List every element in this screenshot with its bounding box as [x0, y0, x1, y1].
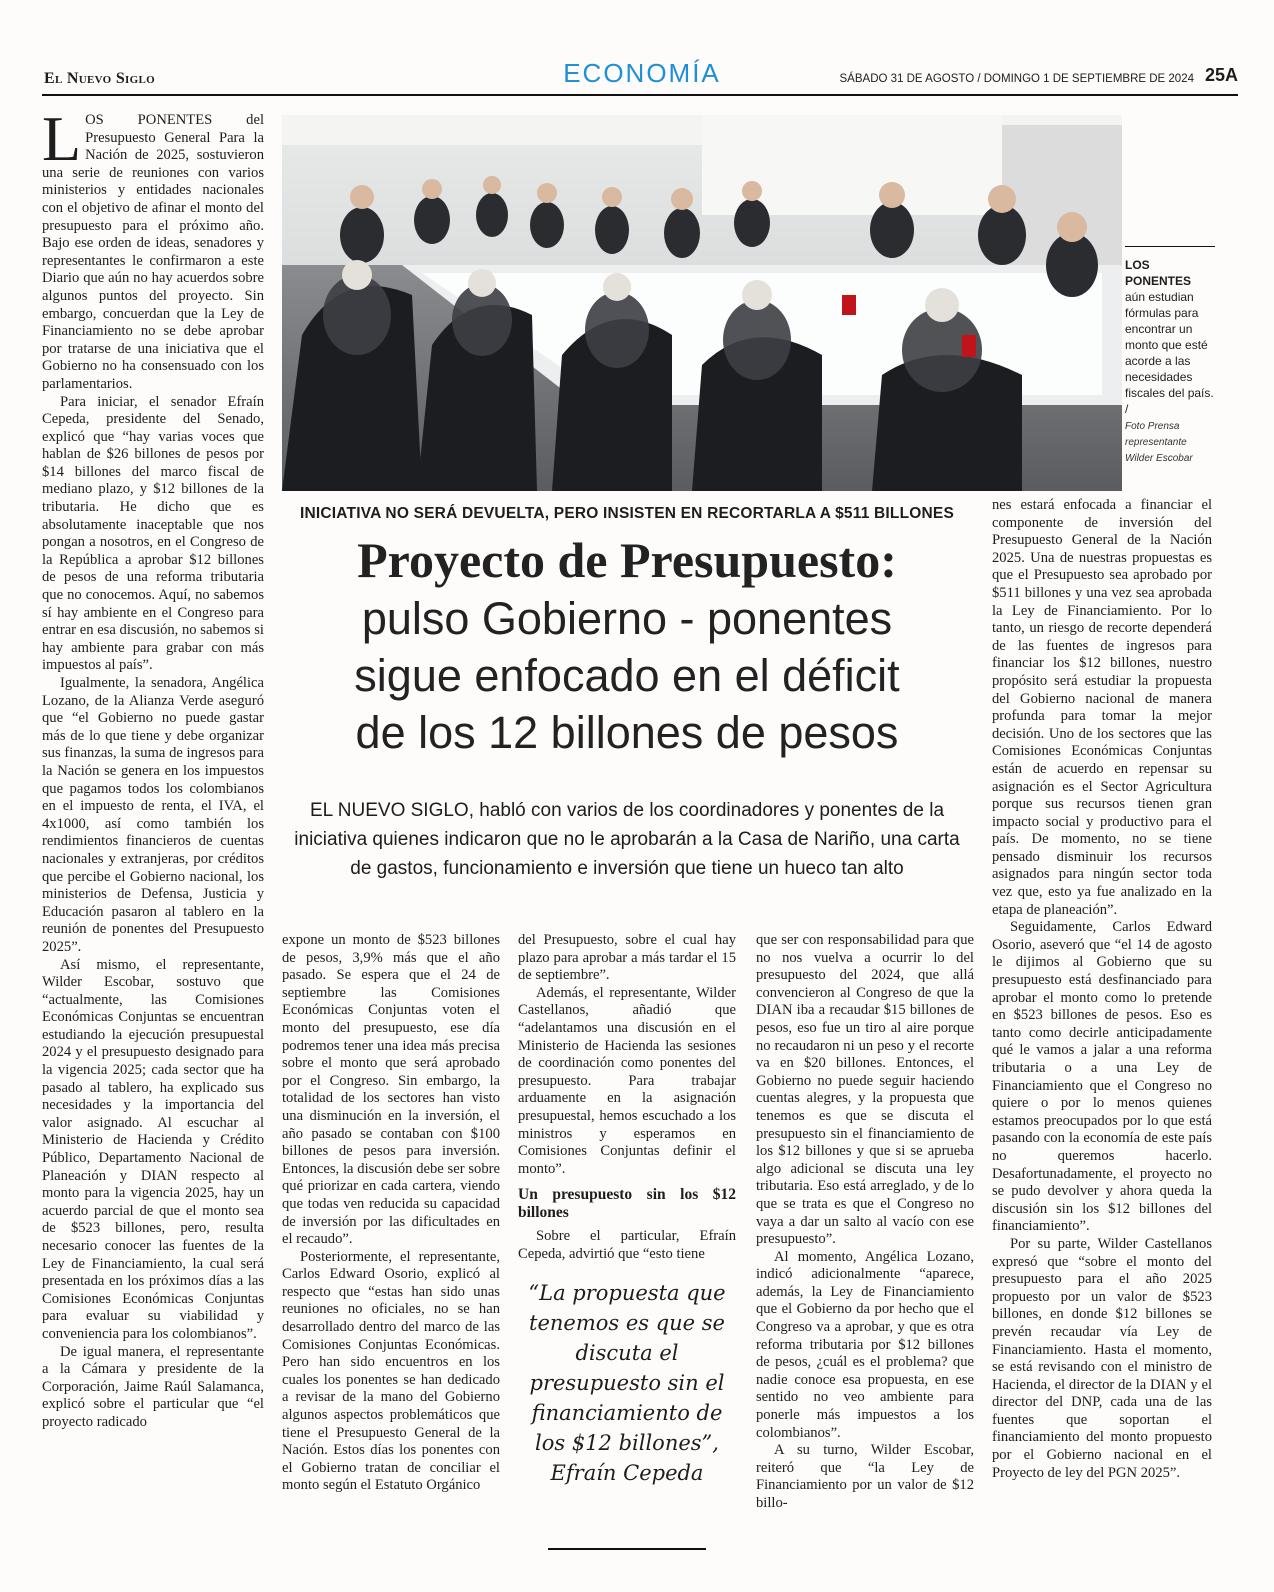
headline-line-3: sigue enfocado en el déficit — [354, 650, 900, 701]
article-deck: EL NUEVO SIGLO, habló con varios de los coordinadores y ponentes de la iniciativa quienes indicaron que no le aprobarán a la Casa de Nariño, una carta de gastos, funcionamiento e inversión que tiene un hueco tan alto — [294, 800, 960, 879]
paragraph: Para iniciar, el senador Efraín Cepeda, presidente del Senado, explicó que “hay varias voces que hablan de $26 billones de pesos por $14 billones del marco fiscal de mediano plazo, y $12 billones de la tributaria. He dicho que es absolutamente inaceptable que nos pongan a nosotros, en el Congreso de la República a aprobar $12 billones de pesos de una reforma tributaria que no conocemos. Aquí, no sabemos sí hay ambiente en el Congreso para entrar en esa discusión, no sabemos si hay ambiente para grabar con más impuestos al país”. — [42, 393, 264, 674]
caption-title: LOS PONENTES — [1125, 258, 1192, 288]
issue-date: SÁBADO 31 DE AGOSTO / DOMINGO 1 DE SEPTIEMBRE DE 2024 — [839, 73, 1194, 85]
paragraph: del Presupuesto, sobre el cual hay plazo para aprobar a más tardar el 15 de septiembre”. — [518, 932, 736, 984]
paragraph: Así mismo, el representante, Wilder Escobar, sostuvo que “actualmente, las Comisiones Económicas Conjuntas se encuentran estudiando la ejecución presupuestal 2024 y el presupuesto designado para la vigencia 2025; cada sector que ha pasado al tablero, ha explicado sus necesidades y la importancia del valor asignado. Al escuchar al Ministerio de Hacienda y Crédito Público, Departamento Nacional de Planeación y DIAN respecto al monto para la vigencia 2025, hay un acuerdo parcial de que el monto sea de $523 billones, pero, resulta necesario conocer las fuentes de la Ley de Financiamiento, la cual será presentada en los próximos días a las Comisiones Económicas Conjuntas para evaluar su viabilidad y conveniencia para los colombianos”. — [42, 956, 264, 1342]
headline-line-2: pulso Gobierno - ponentes — [361, 593, 893, 644]
article-kicker: INICIATIVA NO SERÁ DEVUELTA, PERO INSISTEN EN RECORTARLA A $511 BILLONES — [300, 505, 954, 522]
meeting-photo — [282, 115, 1122, 491]
paragraph: Posteriormente, el representante, Carlos Edward Osorio, explicó al respecto que “estas han sido unas reuniones no oficiales, no se han desarrollado dentro del marco de las Comisiones Conjuntas Económicas. Pero han sido encuentros en los cuales los ponentes se han dedicado a revisar de la mano del Gobierno algunos aspectos problemáticos que tiene el Presupuesto General de la Nación. Estos días los ponentes con el Gobierno tratan de conciliar el monto según el Estatuto Orgánico — [282, 1248, 500, 1494]
paragraph: Al momento, Angélica Lozano, indicó adicionalmente “aparece, además, la Ley de Financiamiento que el Gobierno da por hecho que el Congreso va a aprobar, y que es otra reforma tributaria por $12 billones de pesos, ¿cuál es el problema? que nadie conoce esa propuesta, en ese sentido no veo ambiente para ponerle más impuestos a los colombianos”. — [756, 1248, 974, 1441]
newspaper-name: El Nuevo Siglo — [44, 70, 155, 87]
article-column-3 — [518, 932, 736, 1267]
photo-illustration — [282, 115, 1122, 491]
article-column-4 — [756, 932, 974, 1577]
article-column-5 — [992, 497, 1212, 1577]
section-title: ECONOMÍA — [563, 58, 721, 88]
paragraph: LOS PONENTES del Presupuesto General Para la Nación de 2025, sostuvieron una serie de reuniones con varios ministerios y entidades nacionales con el objetivo de afinar el monto del presupuesto para el próximo año. Bajo ese orden de ideas, senadores y representantes le confirmaron a este Diario que aún no hay acuerdos sobre algunos puntos del proyecto. Sin embargo, concuerdan que la Ley de Financiamiento no se debe aprobar por tratarse de una iniciativa que el Gobierno no ha consensuado con los parlamentarios. — [42, 112, 264, 392]
masthead — [42, 58, 1238, 96]
article-subhead: Un presupuesto sin los $12 billones — [518, 1186, 736, 1222]
paragraph: Igualmente, la senadora, Angélica Lozano, de la Alianza Verde aseguró que “el Gobierno no puede gastar más de lo que tiene y debe organizar sus finanzas, la suma de ingresos para la Nación se genera en los impuestos que pagamos todos los colombianos en el impuesto de renta, el IVA, el 4x1000, así como también los rendimientos financieros de cuentas nacionales y extranjeras, por créditos que percibe el Gobierno nacional, los ministerios de Defensa, Justicia y Educación pasaron al tablero en la reunión de ponentes del Presupuesto 2025”. — [42, 675, 264, 955]
drop-cap: L — [42, 112, 82, 174]
pull-quote: “La propuesta que tenemos es que se discuta el presupuesto sin el financiamiento de los $12 billones”, Efraín Cepeda — [528, 1281, 726, 1485]
paragraph: que ser con responsabilidad para que no nos vuelva a ocurrir lo del presupuesto del 2024, que allá convencieron al Congreso de que la DIAN iba a recaudar $15 billones de pesos, eso fue un tiro al aire porque no recaudaron ni un peso y el recorte va en $20 billones. Entonces, el Gobierno no puede seguir haciendo cuentas alegres, y la propuesta que tenemos es que se discuta el presupuesto sin el financiamiento de los $12 billones y que si se aprueba algo adicional se discuta una ley tributaria. Eso está arreglado, y de lo que se trata es que el Congreso no vaya a dar un salto al vacío con ese presupuesto”. — [756, 932, 974, 1248]
headline-line-1: Proyecto de Presupuesto: — [357, 532, 897, 588]
paragraph: nes estará enfocada a financiar el componente de inversión del Presupuesto General de la Nación 2025. Una de nuestras propuestas es que el Presupuesto sea aprobado por $511 billones y una vez sea aprobada la Ley de Financiamiento. Por lo tanto, un riesgo de recorte dependerá de las fuentes de ingresos para financiar los $12 billones, nuestro propósito será estudiar la propuesta del Gobierno nacional de manera profunda para tomar la mejor decisión. Uno de los sectores que las Comisiones Económicas Conjuntas están de acuerdo en repensar su asignación es el Sector Agricultura porque sus recursos tienen gran impacto social y productivo para el país. De momento, no se tiene pensado disminuir los recursos asignados para ningún sector toda vez que, esto ya fue analizado en la etapa de planeación”. — [992, 497, 1212, 918]
page-number: 25A — [1204, 65, 1238, 85]
photo-caption — [1125, 246, 1215, 467]
article-column-2 — [282, 932, 500, 1577]
paragraph: Por su parte, Wilder Castellanos expresó que “sobre el monto del presupuesto para el año 2025 propuesto por un valor de $523 billones, en donde $12 billones se prevén recaudar vía Ley de Financiamiento. Hasta el momento, se está revisando con el ministro de Hacienda, el director de la DIAN y el director del DNP, cada una de las fuentes que soportan el financiamiento del monto propuesto por el Gobierno nacional en el Proyecto de ley del PGN 2025”. — [992, 1235, 1212, 1481]
paragraph: De igual manera, el representante a la Cámara y presidente de la Corporación, Jaime Raúl Salamanca, explicó sobre el particular que “el proyecto radicado — [42, 1343, 264, 1430]
article-headline — [282, 530, 972, 761]
caption-text: aún estudian fórmulas para encontrar un monto que esté acorde a las necesidades fiscales del país. / — [1125, 290, 1214, 416]
paragraph: Seguidamente, Carlos Edward Osorio, aseveró que “el 14 de agosto le dijimos al Gobierno que su presupuesto está desfinanciado para aprobar el monto como lo pretende en $523 billones de pesos. Eso es tanto como decirle anticipadamente qué le vamos a jalar a una reforma tributaria o a una Ley de Financiamiento que el Congreso no quiere o por lo menos quienes estamos preocupados por lo que está pasando con la economía de este país no queremos hacerlo. Desafortunadamente, el proyecto no se pudo devolver y ahora queda la discusión sin los $12 billones del financiamiento”. — [992, 919, 1212, 1235]
paragraph: expone un monto de $523 billones de pesos, 3,9% más que el año pasado. Se espera que el 24 de septiembre las Comisiones Económicas Conjuntas voten el monto del presupuesto, ese día podremos tener una idea más precisa sobre el monto que será aprobado por el Congreso. Sin embargo, la totalidad de los sectores han visto una disminución en la inversión, el año pasado se contaban con $100 billones de pesos para inversión. Entonces, la discusión debe ser sobre qué priorizar en cada cartera, viendo que todas ven reducida su capacidad de inversión por las dificultades en el recaudo”. — [282, 932, 500, 1248]
paragraph: Sobre el particular, Efraín Cepeda, advirtió que “esto tiene — [518, 1228, 736, 1262]
pull-quote-rule — [548, 1548, 706, 1550]
photo-credit: Foto Prensa representante Wilder Escobar — [1125, 421, 1193, 464]
paragraph: Además, el representante, Wilder Castellanos, añadió que “adelantamos una discusión en el Ministerio de Hacienda las sesiones de coordinación como ponentes del presupuesto. Para trabajar arduamente en la asignación presupuestal, hemos escuchado a los ministros y esperamos en Comisiones Conjuntas definir el monto”. — [518, 984, 736, 1177]
headline-line-4: de los 12 billones de pesos — [355, 707, 899, 758]
paragraph: A su turno, Wilder Escobar, reiteró que “la Ley de Financiamiento por un valor de $12 billo- — [756, 1442, 974, 1511]
article-column-1 — [42, 112, 264, 1577]
